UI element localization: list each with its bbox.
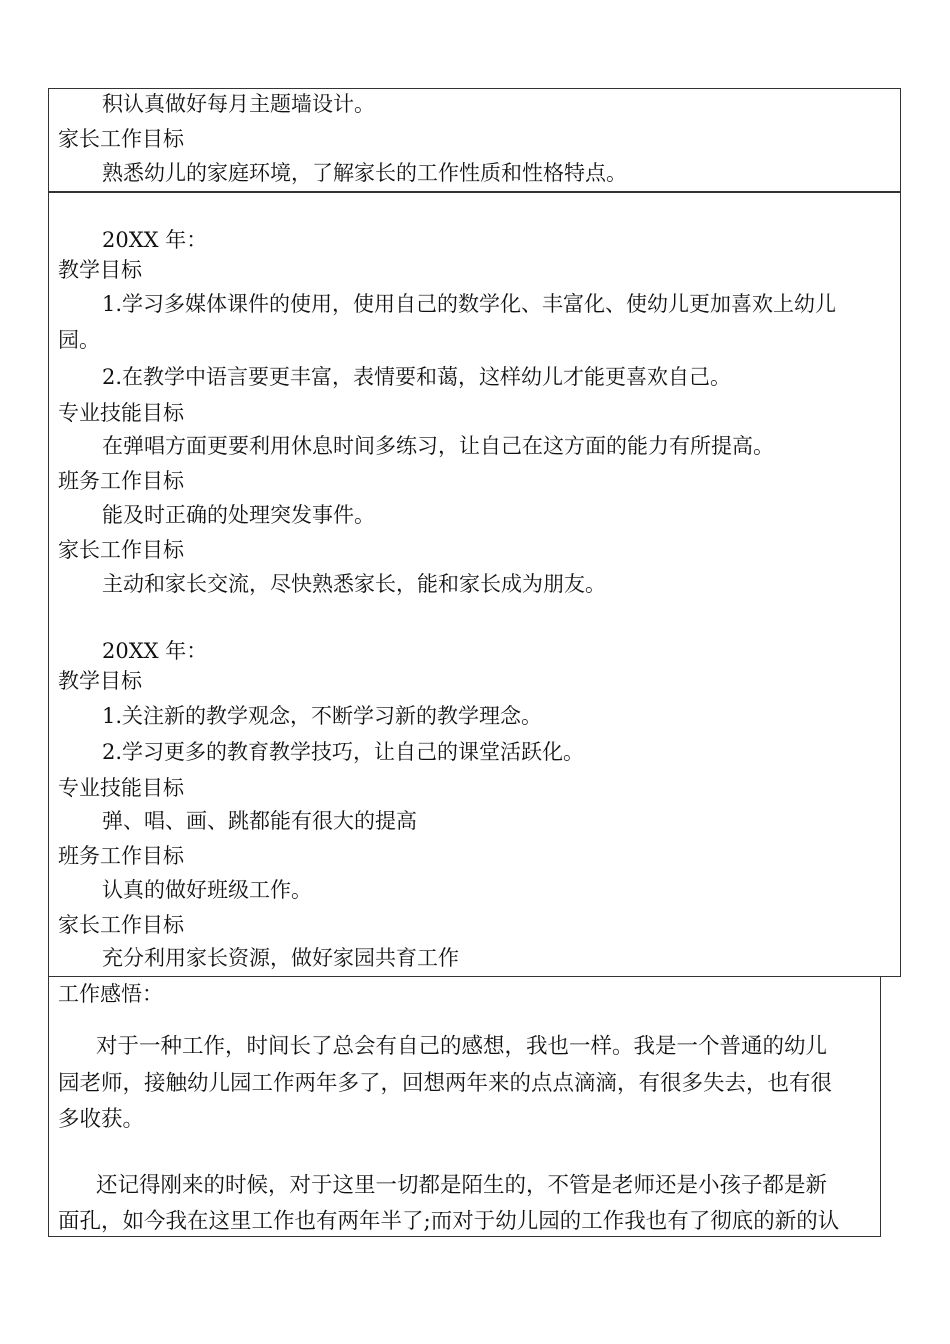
reflection-heading: 工作感悟：	[58, 982, 163, 1006]
teaching-goal-item: 1.学习多媒体课件的使用，使用自己的数学化、丰富化、使幼儿更加喜欢上幼儿	[102, 292, 837, 316]
teaching-goals-heading: 教学目标	[58, 258, 142, 282]
parent-work-heading: 家长工作目标	[58, 127, 184, 151]
teaching-goal-item-continued: 园。	[58, 328, 100, 352]
class-goals-text: 认真的做好班级工作。	[102, 878, 312, 902]
reflection-paragraph-line: 面孔，如今我在这里工作也有两年半了;而对于幼儿园的工作我也有了彻底的新的认	[58, 1209, 840, 1234]
teaching-goal-item: 2.学习更多的教育教学技巧，让自己的课堂活跃化。	[102, 740, 585, 764]
reflection-paragraph-line: 对于一种工作，时间长了总会有自己的感想，我也一样。我是一个普通的幼儿	[96, 1034, 828, 1059]
skill-goals-text: 弹、唱、画、跳都能有很大的提高	[102, 809, 417, 833]
teaching-goal-item: 2.在教学中语言要更丰富，表情要和蔼，这样幼儿才能更喜欢自己。	[102, 365, 732, 389]
theme-wall-text: 积认真做好每月主题墙设计。	[102, 92, 375, 116]
class-goals-heading: 班务工作目标	[58, 469, 184, 493]
class-goals-text: 能及时正确的处理突发事件。	[102, 503, 375, 527]
reflection-paragraph-line: 园老师，接触幼儿园工作两年多了，回想两年来的点点滴滴，有很多失去，也有很	[58, 1071, 833, 1096]
skill-goals-text: 在弹唱方面更要利用休息时间多练习，让自己在这方面的能力有所提高。	[102, 434, 774, 458]
parent-goals-text: 主动和家长交流，尽快熟悉家长，能和家长成为朋友。	[102, 572, 606, 596]
parent-goals-text: 充分利用家长资源，做好家园共育工作	[102, 946, 459, 970]
year-heading: 20XX 年：	[102, 228, 208, 252]
class-goals-heading: 班务工作目标	[58, 844, 184, 868]
parent-goals-heading: 家长工作目标	[58, 913, 184, 937]
teaching-goals-heading: 教学目标	[58, 669, 142, 693]
skill-goals-heading: 专业技能目标	[58, 776, 184, 800]
year-heading: 20XX 年：	[102, 639, 208, 663]
reflection-paragraph-line: 还记得刚来的时候，对于这里一切都是陌生的，不管是老师还是小孩子都是新	[96, 1173, 828, 1198]
parent-goals-heading: 家长工作目标	[58, 538, 184, 562]
teaching-goal-item: 1.关注新的教学观念，不断学习新的教学理念。	[102, 704, 543, 728]
skill-goals-heading: 专业技能目标	[58, 401, 184, 425]
reflection-paragraph-line: 多收获。	[58, 1107, 145, 1132]
parent-work-text: 熟悉幼儿的家庭环境，了解家长的工作性质和性格特点。	[102, 161, 627, 185]
